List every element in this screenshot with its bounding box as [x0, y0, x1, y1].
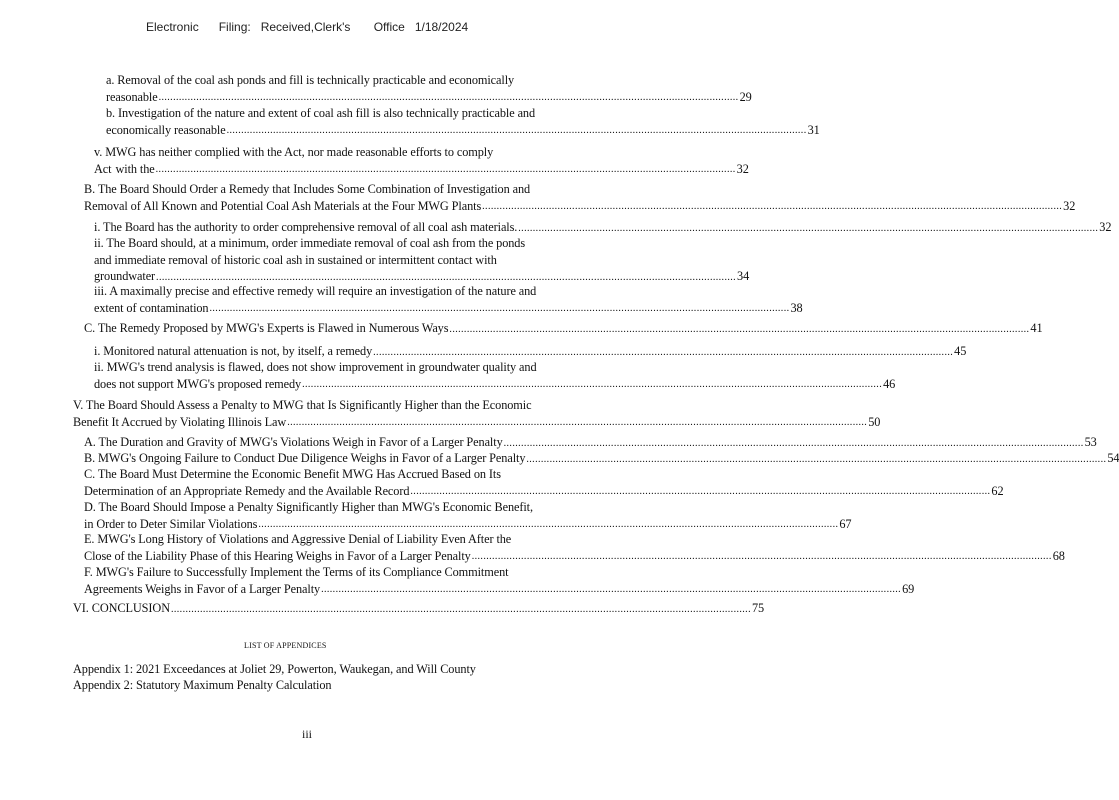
toc-entry-title: Benefit It Accrued by Violating Illinois Law — [73, 414, 287, 429]
dot-leader: ........................................................................................................................................................................................................ — [449, 323, 1030, 335]
toc-page-number: 32 — [1099, 220, 1112, 234]
toc-entry-title: economically reasonable — [106, 122, 226, 137]
toc-entry[interactable] — [84, 434, 1097, 451]
toc-entry-line: D. The Board Should Impose a Penalty Significantly Higher than MWG's Economic Benefit, — [84, 500, 533, 514]
toc-entry[interactable] — [84, 531, 1065, 564]
page-number: iii — [302, 727, 313, 741]
toc-entry-title: Determination of an Appropriate Remedy and the Available Record — [84, 483, 410, 498]
toc-entry-line: B. The Board Should Order a Remedy that Includes Some Combination of Investigation and — [84, 182, 531, 196]
filing-header: Electronic Filing: Received,Clerk's Office 1/18/2024 — [146, 20, 469, 34]
toc-entry-line: ii. MWG's trend analysis is flawed, does not show improvement in groundwater quality and — [94, 360, 537, 374]
dot-leader: ........................................................................................................................................................................................................ — [158, 92, 739, 103]
toc-page-number: 41 — [1030, 321, 1043, 335]
dot-leader: ........................................................................................................................................................................................................ — [258, 519, 839, 530]
toc-entry-line: F. MWG's Failure to Successfully Implement the Terms of its Compliance Commitment — [84, 565, 509, 579]
dot-leader: ........................................................................................................................................................................................................ — [302, 379, 883, 390]
toc-page-number: 53 — [1084, 435, 1097, 449]
dot-leader: ........................................................................................................................................................................................................ — [155, 164, 736, 175]
dot-leader: ........................................................................................................................................................................................................ — [373, 346, 954, 358]
toc-page-number: 38 — [790, 300, 803, 315]
toc-entry-title: i. Monitored natural attenuation is not, by itself, a remedy — [94, 344, 373, 358]
dot-leader: ........................................................................................................................................................................................................ — [156, 271, 737, 283]
toc-entry-title: B. MWG's Ongoing Failure to Conduct Due Diligence Weighs in Favor of a Larger Penalty — [84, 451, 526, 465]
toc-entry[interactable] — [84, 450, 1119, 467]
toc-entry-title: Act — [94, 161, 112, 176]
appendix-item-1: Appendix 1: 2021 Exceedances at Joliet 29, Powerton, Waukegan, and Will County — [73, 662, 476, 676]
toc-page-number: 32 — [736, 161, 749, 176]
toc-entry[interactable] — [84, 320, 1043, 337]
toc-entry-title: reasonable — [106, 89, 158, 104]
toc-page-number: 50 — [868, 414, 881, 429]
toc-entry-title: A. The Duration and Gravity of MWG's Violations Weigh in Favor of a Larger Penalty — [84, 435, 503, 449]
toc-entry-line: v. MWG has neither complied with the Act, nor made reasonable efforts to comply — [94, 145, 494, 159]
toc-entry-line: V. The Board Should Assess a Penalty to MWG that Is Significantly Higher than the Economic — [73, 398, 532, 412]
toc-page-number: 34 — [737, 269, 750, 283]
appendix-item-2: Appendix 2: Statutory Maximum Penalty Calculation — [73, 678, 332, 692]
toc-entry[interactable] — [73, 600, 765, 617]
dot-leader: ........................................................................................................................................................................................................ — [526, 453, 1107, 465]
toc-entry[interactable] — [94, 343, 967, 360]
toc-page-number: 54 — [1107, 451, 1119, 465]
toc-page-number: 45 — [954, 344, 967, 358]
toc-entry-title: Close of the Liability Phase of this Hearing Weighs in Favor of a Larger Penalty — [84, 548, 471, 563]
toc-entry[interactable] — [106, 105, 820, 138]
toc-entry-title: Removal of All Known and Potential Coal Ash Materials at the Four MWG Plants — [84, 198, 482, 213]
toc-entry[interactable] — [84, 564, 915, 597]
toc-page-number: 29 — [739, 89, 752, 104]
toc-entry-line: b. Investigation of the nature and extent of coal ash fill is also technically practicable and — [106, 106, 536, 120]
toc-entry[interactable] — [94, 144, 749, 177]
toc-page-number: 68 — [1052, 548, 1065, 563]
toc-entry-title-tail: with the — [115, 161, 155, 176]
toc-entry-title: groundwater — [94, 269, 156, 283]
toc-entry-line: ii. The Board should, at a minimum, order immediate removal of coal ash from the ponds — [94, 236, 526, 250]
toc-page-number: 62 — [991, 483, 1004, 498]
toc-entry-title: Agreements Weighs in Favor of a Larger Penalty — [84, 581, 321, 596]
toc-entry[interactable] — [84, 499, 852, 532]
dot-leader: ........................................................................................................................................................................................................ — [287, 417, 868, 428]
toc-page-number: 67 — [839, 516, 852, 531]
toc-entry-line: iii. A maximally precise and effective remedy will require an investigation of the nature and — [94, 284, 537, 298]
dot-leader: ........................................................................................................................................................................................................ — [410, 486, 991, 497]
dot-leader: ........................................................................................................................................................................................................ — [226, 125, 807, 136]
dot-leader: ........................................................................................................................................................................................................ — [482, 201, 1063, 212]
toc-entry-line: E. MWG's Long History of Violations and Aggressive Denial of Liability Even After the — [84, 532, 512, 546]
toc-entry[interactable] — [73, 397, 881, 430]
toc-entry[interactable] — [84, 466, 1004, 499]
dot-leader: ........................................................................................................................................................................................................ — [170, 603, 751, 615]
dot-leader: ........................................................................................................................................................................................................ — [471, 551, 1052, 562]
toc-entry-title: extent of contamination — [94, 300, 209, 315]
toc-entry-title: does not support MWG's proposed remedy — [94, 376, 302, 391]
toc-entry[interactable] — [94, 283, 803, 316]
toc-entry-line: and immediate removal of historic coal ash in sustained or intermittent contact with — [94, 252, 497, 267]
toc-entry[interactable] — [106, 72, 752, 105]
appendices-title: LIST OF APPENDICES — [244, 641, 327, 650]
toc-page-number: 46 — [883, 376, 896, 391]
dot-leader: ........................................................................................................................................................................................................ — [321, 584, 902, 595]
toc-page-number: 31 — [807, 122, 820, 137]
toc-page-number: 75 — [751, 601, 765, 615]
toc-entry[interactable] — [94, 359, 896, 392]
toc-entry-title: VI. CONCLUSION — [73, 601, 170, 615]
toc-entry[interactable] — [94, 219, 1112, 236]
dot-leader: ........................................................................................................................................................................................................ — [518, 222, 1099, 234]
toc-page-number: 69 — [902, 581, 915, 596]
toc-entry[interactable] — [84, 181, 1076, 214]
toc-entry-title: C. The Remedy Proposed by MWG's Experts is Flawed in Numerous Ways — [84, 321, 449, 335]
toc-entry-line: a. Removal of the coal ash ponds and fill is technically practicable and economically — [106, 73, 515, 87]
toc-entry[interactable] — [94, 235, 750, 285]
toc-page-number: 32 — [1063, 198, 1076, 213]
dot-leader: ........................................................................................................................................................................................................ — [209, 303, 790, 314]
toc-entry-title: i. The Board has the authority to order comprehensive removal of all coal ash materials. — [94, 220, 518, 234]
toc-entry-line: C. The Board Must Determine the Economic Benefit MWG Has Accrued Based on Its — [84, 467, 501, 481]
toc-entry-title: in Order to Deter Similar Violations — [84, 516, 258, 531]
dot-leader: ........................................................................................................................................................................................................ — [503, 437, 1084, 449]
